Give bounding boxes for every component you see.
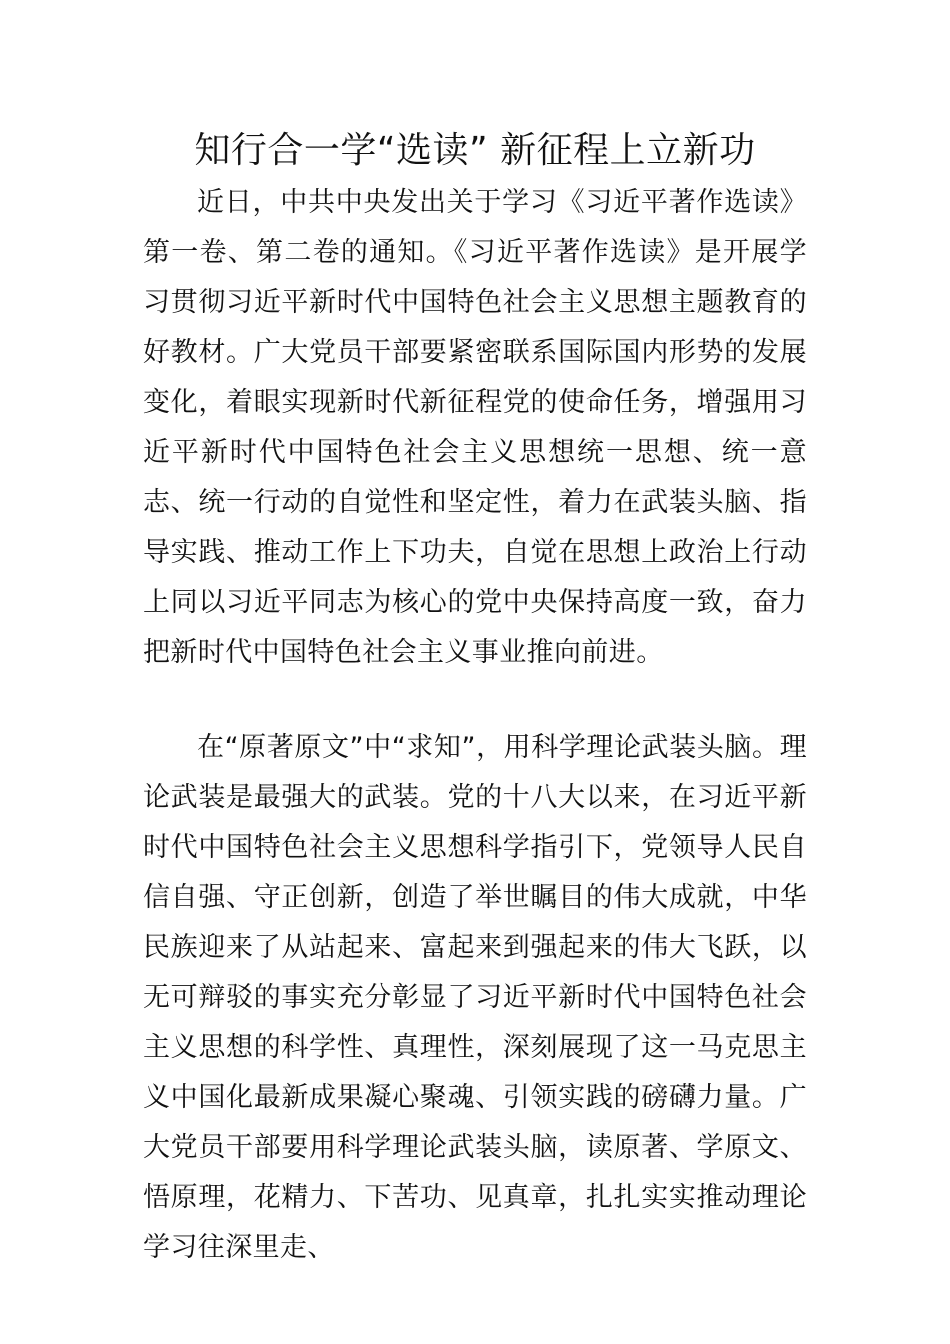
document-title: 知行合一学“选读” 新征程上立新功 (194, 130, 756, 171)
paragraph-theory-study: 在“原著原文”中“求知”，用科学理论武装头脑。理论武装是最强大的武装。党的十八大以来，在习近平新时代中国特色社会主义思想科学指引下，党领导人民自信自强、守正创新，创造了举世瞩目的伟大成就，中华民族迎来了从站起来、富起来到强起来的伟大飞跃，以无可辩驳的事实充分彰显了习近平新时代中国特色社会主义思想的科学性、真理性，深刻展现了这一马克思主义中国化最新成果凝心聚魂、引领实践的磅礴力量。广大党员干部要用科学理论武装头脑，读原著、学原文、悟原理，花精力、下苦功、见真章，扎扎实实推动理论学习往深里走、 (143, 732, 807, 1263)
paragraph-intro: 近日，中共中央发出关于学习《习近平著作选读》第一卷、第二卷的通知。《习近平著作选读》是开展学习贯彻习近平新时代中国特色社会主义思想主题教育的好教材。广大党员干部要紧密联系国际国内形势的发展变化，着眼实现新时代新征程党的使命任务，增强用习近平新时代中国特色社会主义思想统一思想、统一意志、统一行动的自觉性和坚定性，着力在武装头脑、指导实践、推动工作上下功夫，自觉在思想上政治上行动上同以习近平同志为核心的党中央保持高度一致，奋力把新时代中国特色社会主义事业推向前进。 (143, 187, 807, 668)
